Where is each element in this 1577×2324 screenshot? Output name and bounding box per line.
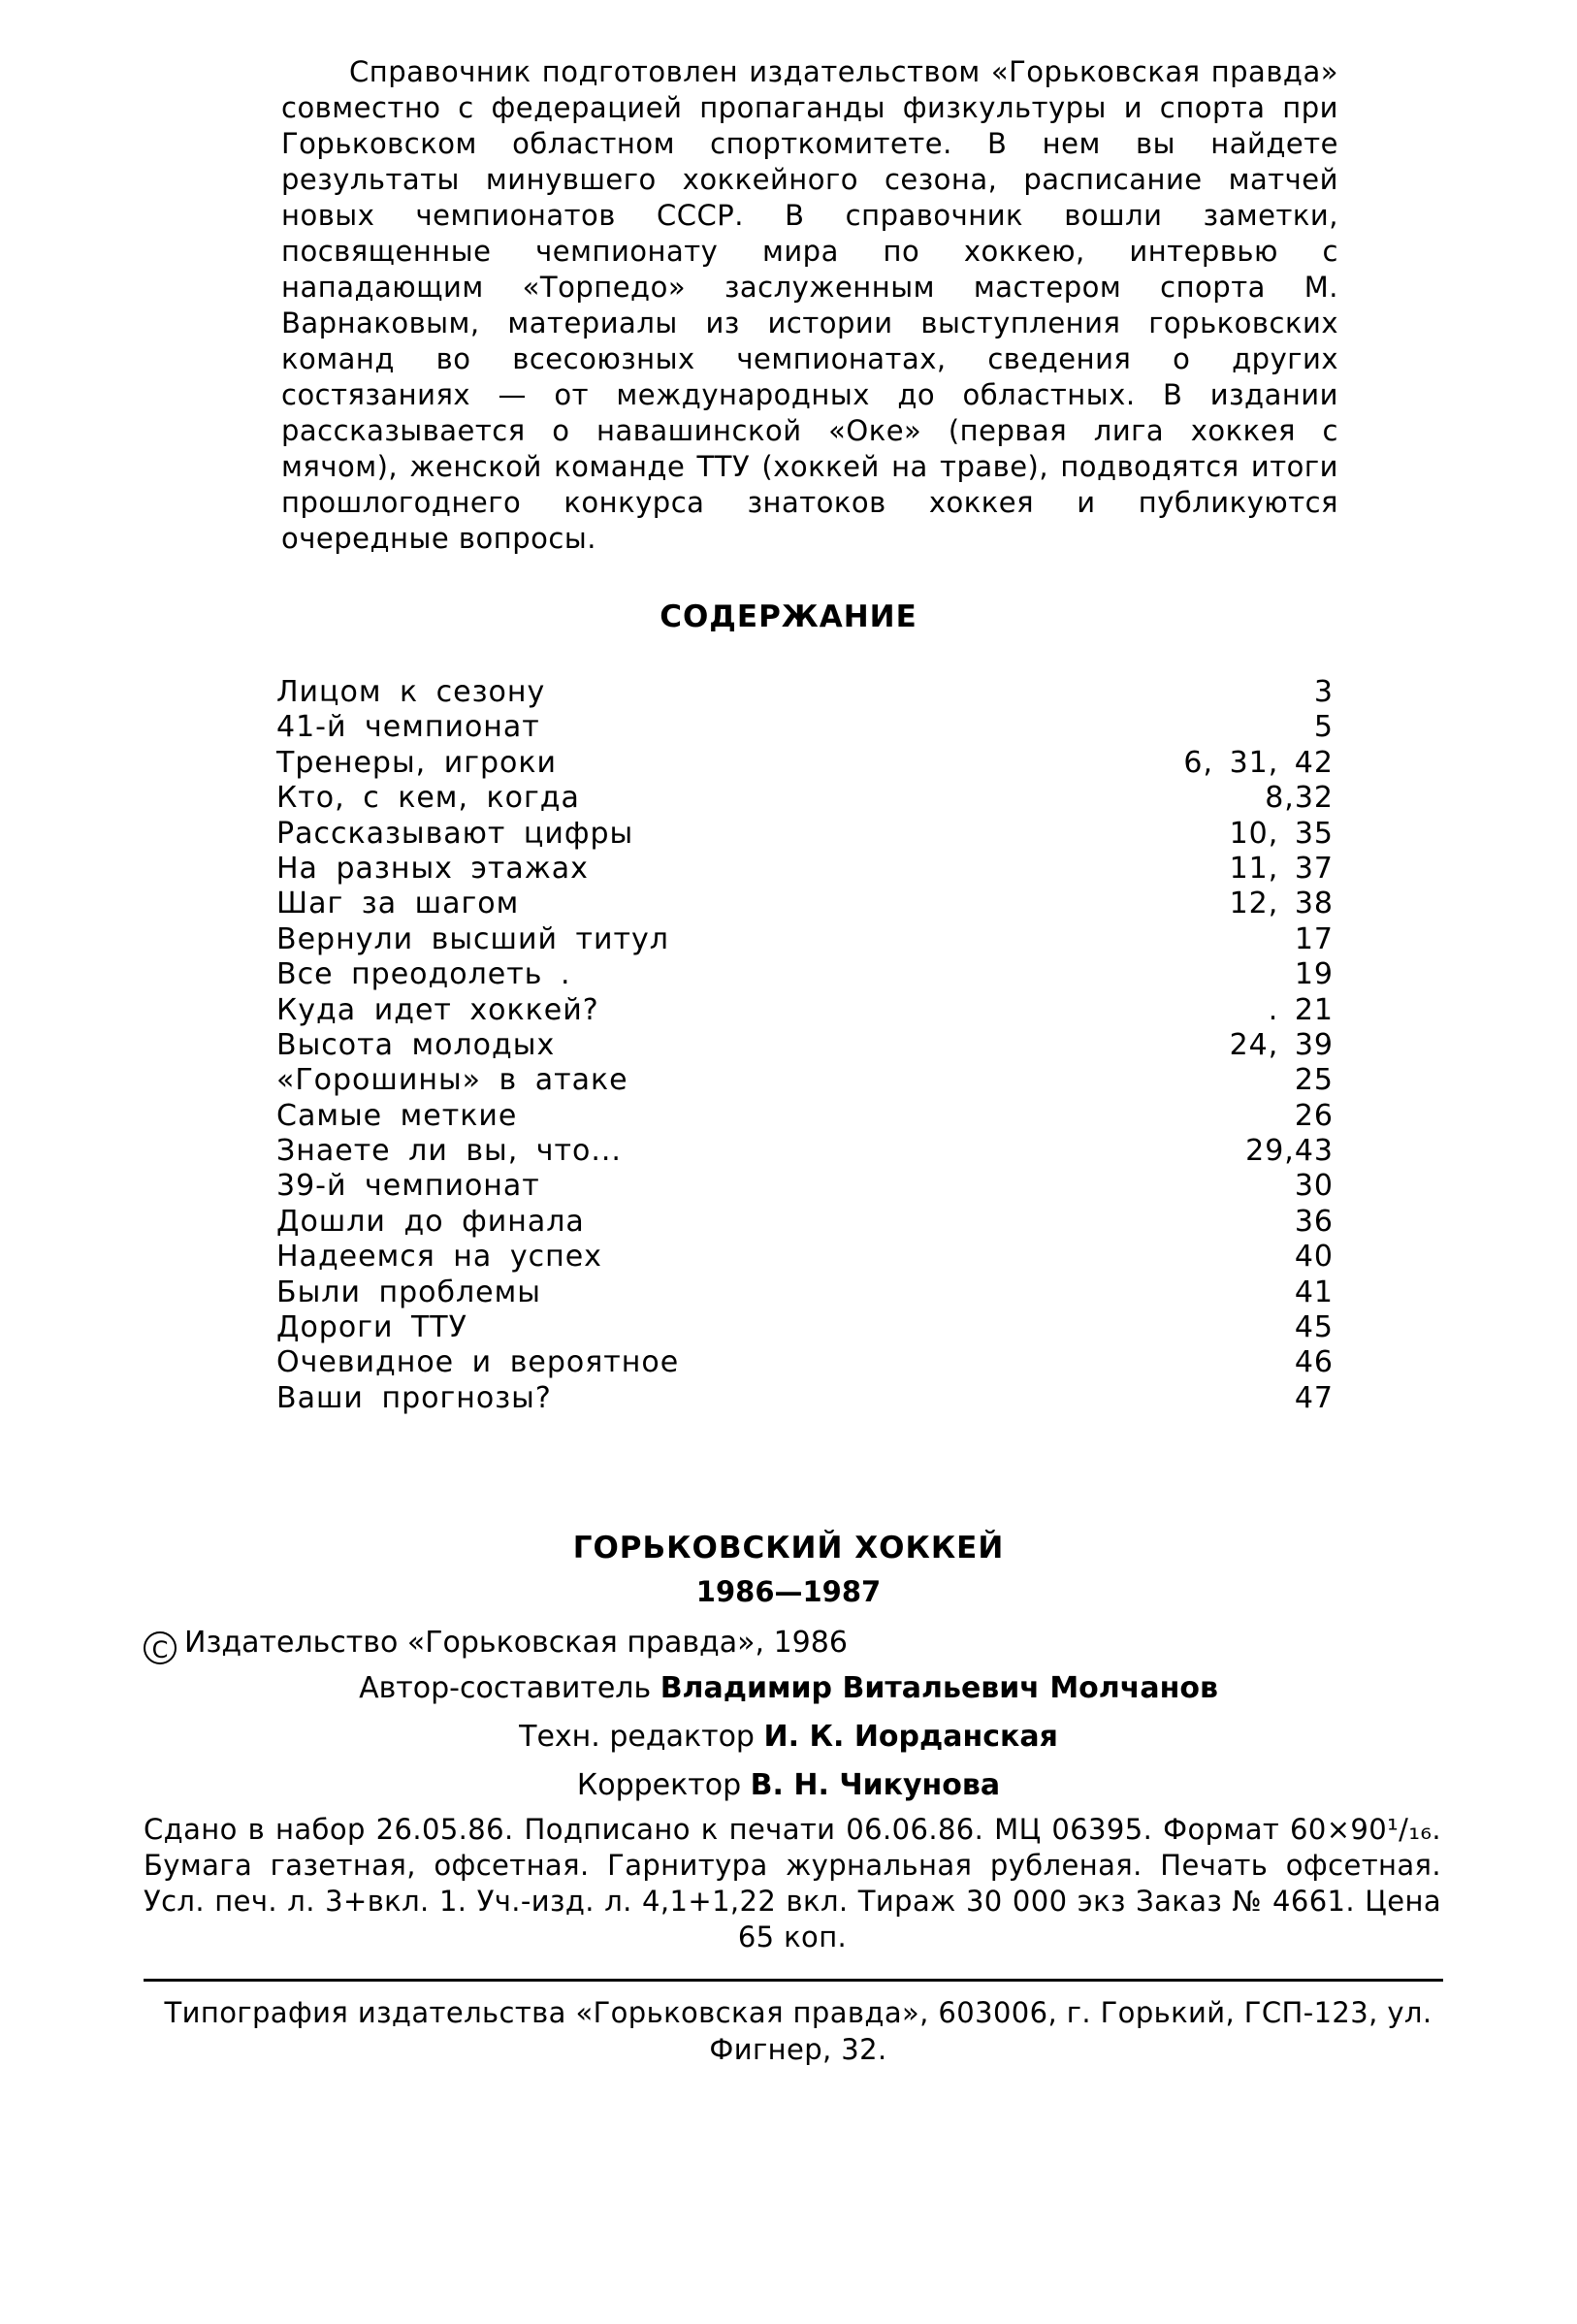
toc-item-pages: 11, 37 [1229,851,1334,886]
toc-item [276,1169,1334,1204]
toc-item-pages: 26 [1294,1098,1334,1133]
toc-item [276,1381,1334,1416]
tech-editor-credit [0,1720,1577,1754]
toc-item [276,1205,1334,1240]
toc-item-pages: 41 [1294,1275,1334,1309]
toc-item-title: Знаете ли вы, что... [276,1134,622,1169]
toc-item [276,1028,1334,1063]
author-name: Владимир Витальевич Молчанов [660,1671,1218,1705]
toc-item-title: Вернули высший титул [276,921,669,956]
toc-item [276,675,1334,710]
toc-item [276,1310,1334,1345]
divider-rule [144,1979,1443,1982]
tech-editor-label: Техн. редактор [519,1720,755,1754]
toc-item [276,1345,1334,1380]
toc-item-title: Были проблемы [276,1275,541,1309]
toc-item-pages: 10, 35 [1229,816,1334,851]
toc-item-pages: 12, 38 [1229,887,1334,921]
tech-editor-name: И. К. Иорданская [763,1720,1058,1754]
toc-item [276,817,1334,852]
toc-item-pages: 46 [1294,1345,1334,1380]
toc-item-title: Рассказывают цифры [276,816,634,851]
toc-item-pages: 47 [1294,1380,1334,1415]
author-label: Автор-составитель [359,1671,652,1705]
toc-item-title: Тренеры, игроки [276,745,557,780]
toc-item-pages: . 21 [1268,992,1334,1027]
imprint-details: Сдано в набор 26.05.86. Подписано к печати 06.06.86. МЦ 06395. Формат 60×90¹/₁₆. Бумага газетная, офсетная. Гарнитура журнальная рубленая. Печать офсетная. Усл. печ. л. 3+вкл. 1. Уч.-изд. л. 4,1+1,22 вкл. Тираж 30 000 экз Заказ № 4661. Цена 65 коп. [144,1813,1441,1953]
toc-item-title: 41-й чемпионат [276,710,540,745]
toc-item-title: Все преодолеть . [276,957,571,992]
toc-item [276,852,1334,887]
copyright-line [144,1626,848,1664]
toc-item-title: «Горошины» в атаке [276,1063,628,1098]
toc-item [276,710,1334,745]
contents-heading: СОДЕРЖАНИЕ [660,599,917,634]
toc-item [276,1099,1334,1134]
toc-item [276,1063,1334,1098]
toc-item-title: Ваши прогнозы? [276,1380,552,1415]
toc-item-pages: 17 [1294,921,1334,956]
toc-item [276,746,1334,781]
toc-item-pages: 25 [1294,1063,1334,1098]
toc-item-title: Надеемся на успех [276,1240,602,1275]
toc-item-pages: 5 [1313,710,1334,745]
toc-item [276,1275,1334,1310]
toc-item [276,887,1334,921]
toc-item-title: Очевидное и вероятное [276,1345,680,1380]
toc-item-title: Самые меткие [276,1098,518,1133]
toc-item [276,1240,1334,1275]
intro-paragraph: Справочник подготовлен издательством «Горьковская правда» совместно с федерацией пропаганды физкультуры и спорта при Горьковском областном спорткомитете. В нем вы найдете результаты минувшего хоккейного сезона, расписание матчей новых чемпионатов СССР. В справочник вошли заметки, посвященные чемпионату мира по хоккею, интервью с нападающим «Торпедо» заслуженным мастером спорта М. Варнаковым, материалы из истории выступления горьковских команд во всесоюзных чемпионатах, сведения о других состязаниях — от международных до областных. В издании рассказывается о навашинской «Оке» (первая лига хоккея с мячом), женской команде ТТУ (хоккей на траве), подводятся итоги прошлогоднего конкурса знатоков хоккея и публикуются очередные вопросы. [281,55,1338,555]
toc-item-pages: 6, 31, 42 [1183,745,1334,780]
corrector-label: Корректор [576,1768,742,1802]
toc-item-title: Дошли до финала [276,1204,585,1239]
toc-item-title: 39-й чемпионат [276,1169,540,1204]
toc-item-title: Лицом к сезону [276,675,546,709]
toc-item [276,993,1334,1028]
toc-item-pages: 36 [1294,1204,1334,1239]
toc-item-title: На разных этажах [276,851,589,886]
toc-item-pages: 24, 39 [1229,1027,1334,1062]
toc-item-pages: 19 [1294,957,1334,992]
toc-item-title: Кто, с кем, когда [276,781,580,816]
book-title: ГОРЬКОВСКИЙ ХОККЕЙ [572,1531,1005,1565]
toc-item-pages: 30 [1294,1169,1334,1204]
corrector-name: В. Н. Чикунова [750,1768,1001,1802]
toc-item-pages: 40 [1294,1240,1334,1275]
book-years: 1986—1987 [695,1575,882,1608]
toc-item [276,781,1334,816]
toc-item-pages: 3 [1313,675,1334,709]
author-credit [0,1671,1577,1705]
toc-item [276,1134,1334,1169]
copyright-text: Издательство «Горьковская правда», 1986 [184,1626,848,1660]
toc-item-pages: 45 [1294,1310,1334,1345]
toc-item [276,957,1334,992]
toc-item [276,922,1334,957]
toc-item-pages: 29,43 [1245,1134,1334,1169]
toc-item-title: Высота молодых [276,1027,556,1062]
corrector-credit [0,1768,1577,1802]
toc-item-pages: 8,32 [1265,781,1334,816]
toc-item-title: Дороги ТТУ [276,1310,467,1345]
copyright-icon: C [144,1631,177,1664]
printer-info: Типография издательства «Горьковская правда», 603006, г. Горький, ГСП-123, ул. Фигнер, 32. [164,1996,1432,2066]
table-of-contents [276,675,1334,1416]
toc-item-title: Куда идет хоккей? [276,992,599,1027]
toc-item-title: Шаг за шагом [276,887,520,921]
